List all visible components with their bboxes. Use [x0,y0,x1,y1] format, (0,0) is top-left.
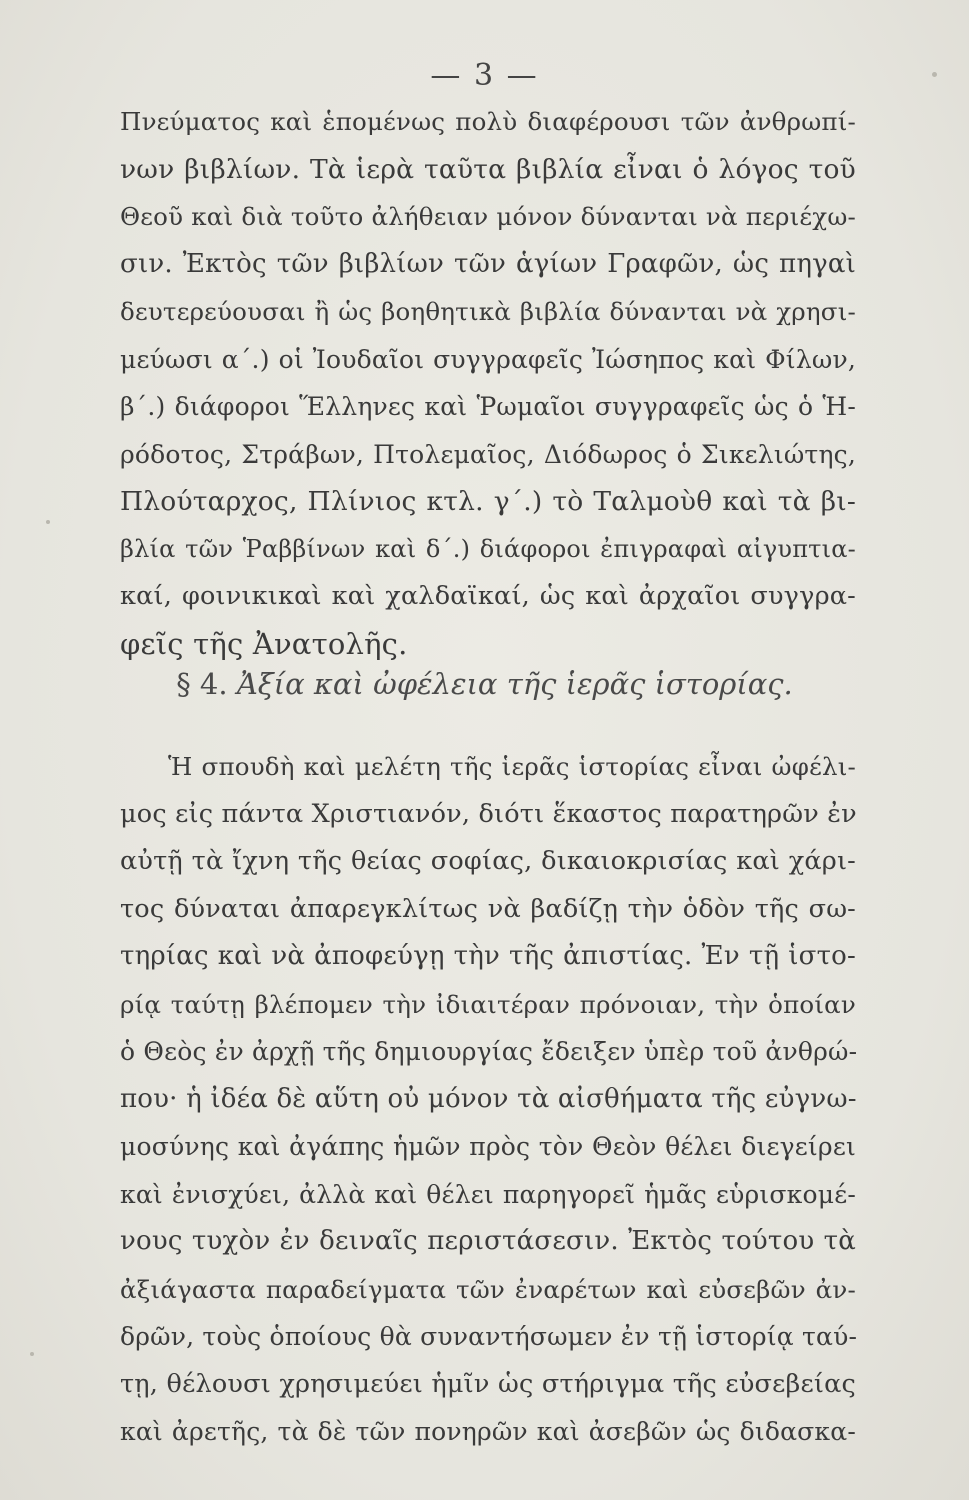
text-line: φεῖς τῆς Ἀνατολῆς. [120,626,408,661]
text-line: τῃ, θέλουσι χρησιμεύει ἡμῖν ὡς στήριγμα τῆς εὐσεβείας [120,1368,856,1399]
text-line: ρόδοτος, Στράβων, Πτολεμαῖος, Διόδωρος ὁ Σικελιώτης, [120,439,856,469]
paper-speck [932,72,937,77]
text-line: δρῶν, τοὺς ὁποίους θὰ συναντήσωμεν ἐν τῇ ἱστορίᾳ ταύ- [120,1322,858,1351]
section-title: Ἀξία καὶ ὠφέλεια τῆς ἱερᾶς ἱστορίας. [236,667,793,701]
text-line: τηρίας καὶ νὰ ἀποφεύγῃ τὴν τῆς ἀπιστίας. Ἐν τῇ ἱστο- [120,941,856,971]
text-line: ρίᾳ ταύτῃ βλέπομεν τὴν ἰδιαιτέραν πρόνοιαν, τὴν ὁποίαν [120,989,856,1019]
text-line: σιν. Ἐκτὸς τῶν βιβλίων τῶν ἁγίων Γραφῶν, ὡς πηγαὶ [120,248,856,279]
paper-speck [30,1352,34,1356]
text-line: Θεοῦ καὶ διὰ τοῦτο ἀλήθειαν μόνον δύνανται νὰ περιέχω- [120,202,856,231]
text-line: καὶ ἀρετῆς, τὰ δὲ τῶν πονηρῶν καὶ ἀσεβῶν ὡς διδασκα- [120,1417,856,1446]
text-line: αὐτῇ τὰ ἴχνη τῆς θείας σοφίας, δικαιοκρισίας καὶ χάρι- [120,846,856,876]
text-line: δευτερεύουσαι ἢ ὡς βοηθητικὰ βιβλία δύνανται νὰ χρησι- [120,297,856,326]
paper-speck [46,520,50,524]
text-line: νους τυχὸν ἐν δειναῖς περιστάσεσιν. Ἐκτὸς τούτου τὰ [120,1226,856,1256]
text-line: τος δύναται ἀπαρεγκλίτως νὰ βαδίζῃ τὴν ὁδὸν τῆς σω- [120,893,856,924]
text-line: β΄.) διάφοροι Ἕλληνες καὶ Ῥωμαῖοι συγγραφεῖς ὡς ὁ Ἡ- [120,392,856,421]
text-line: καί, φοινικικαὶ καὶ χαλδαϊκαί, ὡς καὶ ἀρχαῖοι συγγρα- [120,581,856,611]
section-number: § 4. [176,667,228,701]
text-line: νων βιβλίων. Τὰ ἱερὰ ταῦτα βιβλία εἶναι ὁ λόγος τοῦ [120,153,856,185]
text-line: ἀξιάγαστα παραδείγματα τῶν ἐναρέτων καὶ εὐσεβῶν ἀν- [120,1274,856,1304]
text-line: μοσύνης καὶ ἀγάπης ἡμῶν πρὸς τὸν Θεὸν θέλει διεγείρει [120,1132,856,1161]
text-line: βλία τῶν Ῥαββίνων καὶ δ΄.) διάφοροι ἐπιγραφαὶ αἰγυπτια- [120,534,856,563]
section-heading [0,664,969,704]
page-number: — 3 — [430,58,539,93]
text-line: που· ἡ ἰδέα δὲ αὕτη οὐ μόνον τὰ αἰσθήματα τῆς εὐγνω- [120,1083,857,1114]
text-line: ὁ Θεὸς ἐν ἀρχῇ τῆς δημιουργίας ἔδειξεν ὑπὲρ τοῦ ἀνθρώ- [120,1037,858,1066]
text-line: Πλούταρχος, Πλίνιος κτλ. γ΄.) τὸ Ταλμοὺθ καὶ τὰ βι- [120,486,856,517]
paragraph-sources [120,98,856,668]
text-line: καὶ ἐνισχύει, ἀλλὰ καὶ θέλει παρηγορεῖ ἡμᾶς εὑρισκομέ- [120,1179,856,1209]
text-line: Πνεύματος καὶ ἑπομένως πολὺ διαφέρουσι τῶν ἀνθρωπί- [120,107,856,136]
text-line: Ἡ σπουδὴ καὶ μελέτη τῆς ἱερᾶς ἱστορίας εἶναι ὠφέλι- [168,752,856,781]
text-line: μος εἰς πάντα Χριστιανόν, διότι ἕκαστος παρατηρῶν ἐν [120,798,857,829]
paragraph-value-of-history [120,743,856,1456]
text-line: μεύωσι α΄.) οἱ Ἰουδαῖοι συγγραφεῖς Ἰώσηπος καὶ Φίλων, [120,344,856,374]
